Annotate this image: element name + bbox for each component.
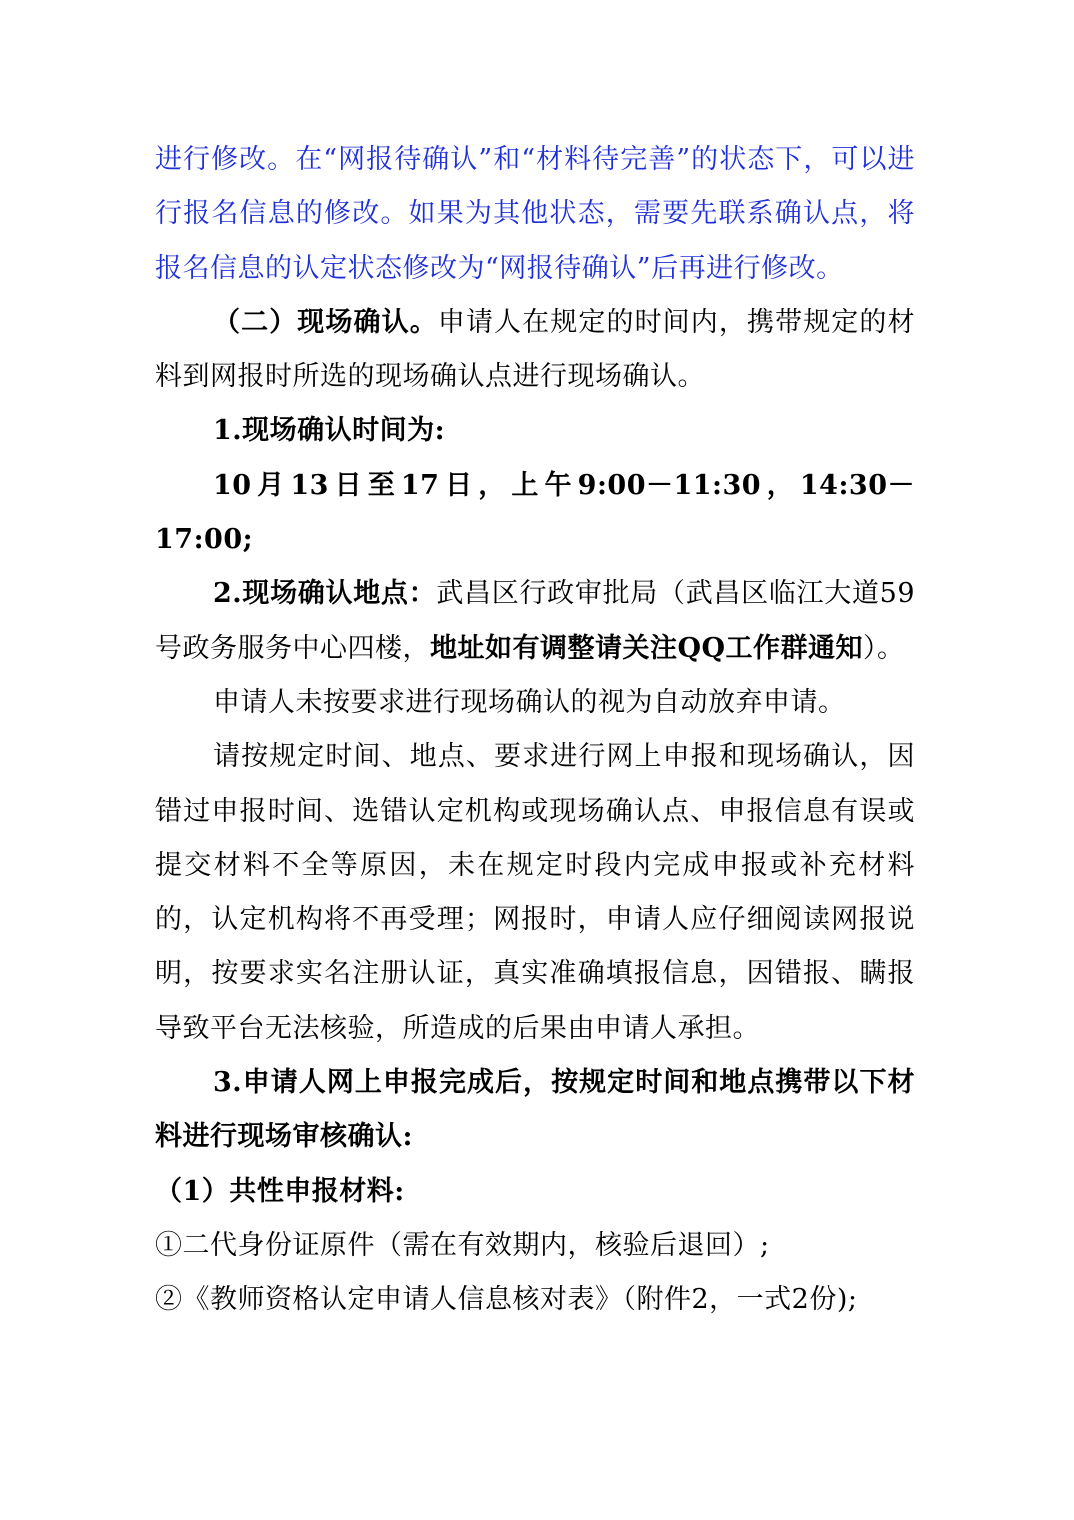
item-2-heading: 2.现场确认地点： bbox=[213, 578, 437, 610]
common-materials-heading: （1）共性申报材料: bbox=[155, 1175, 405, 1207]
item-2-paragraph bbox=[155, 567, 915, 676]
material-item-1: ①二代身份证原件（需在有效期内，核验后退回）; bbox=[155, 1229, 770, 1261]
section-2-paragraph bbox=[155, 296, 915, 405]
online-edit-paragraph: 进行修改。在“网报待确认”和“材料待完善”的状态下，可以进行报名信息的修改。如果为其他状态，需要先联系确认点，将报名信息的认定状态修改为“网报待确认”后再进行修改。 bbox=[155, 144, 915, 284]
confirmation-time: 10月13日至17日，上午9:00－11:30，14:30－17:00; bbox=[155, 469, 915, 556]
material-item-2: ②《教师资格认定申请人信息核对表》（附件2，一式2份); bbox=[155, 1284, 858, 1316]
section-2-text: 申请人在规定的时间内，携带规定的材料到网报时所选的现场确认点进行现场确认。 bbox=[155, 306, 916, 393]
abandon-paragraph: 申请人未按要求进行现场确认的视为自动放弃申请。 bbox=[213, 686, 846, 718]
warning-paragraph: 请按规定时间、地点、要求进行网上申报和现场确认，因错过申报时间、选错认定机构或现场确认点、申报信息有误或提交材料不全等原因，未在规定时段内完成申报或补充材料的，认定机构将不再受理；网报时，申请人应仔细阅读网报说明，按要求实名注册认证，真实准确填报信息，因错报、瞒报导致平台无法核验，所造成的后果由申请人承担。 bbox=[155, 741, 915, 1044]
item-1-heading: 1.现场确认时间为: bbox=[213, 415, 446, 447]
section-2-heading: （二）现场确认。 bbox=[213, 306, 438, 338]
item-2-bold-note: 地址如有调整请关注QQ工作群通知 bbox=[430, 632, 864, 664]
document-body bbox=[155, 133, 915, 1328]
item-2-end: ）。 bbox=[863, 632, 905, 664]
item-2-text: 武昌区行政审批局（武昌区临江大道59号政务服务中心四楼， bbox=[155, 578, 916, 664]
item-3-heading: 3.申请人网上申报完成后，按规定时间和地点携带以下材料进行现场审核确认: bbox=[155, 1067, 915, 1153]
